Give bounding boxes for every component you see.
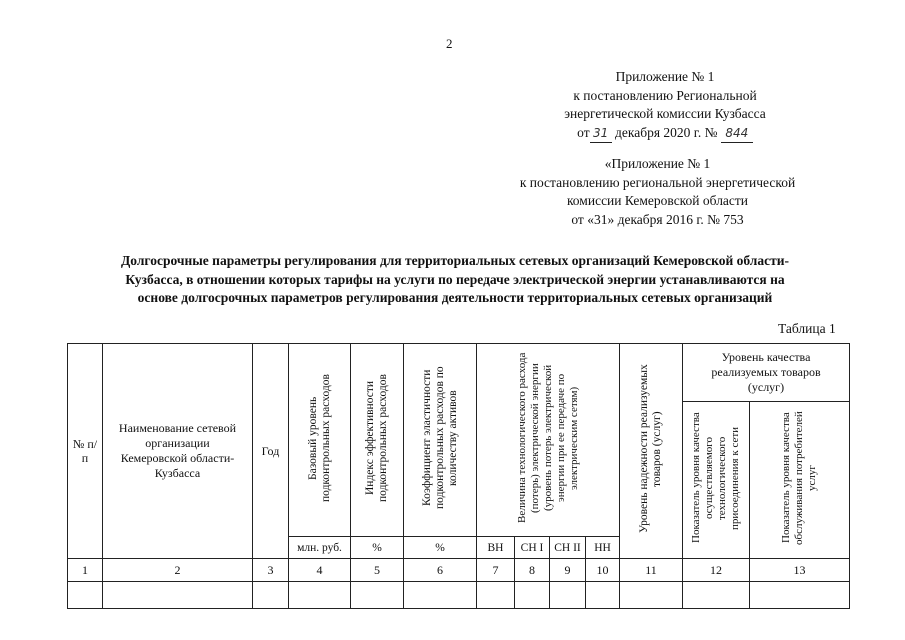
header-num: № п/п [68, 344, 103, 559]
header-quality: Уровень качества реализуемых товаров (услуг) [683, 344, 850, 402]
header-year: Год [253, 344, 289, 559]
header-loss: Величина технологического расхода (потерь) электрической энергии (уровень потерь электрической энергии при ее передаче по электрическим сетям) [477, 344, 620, 537]
column-number: 5 [351, 559, 404, 582]
handwritten-day: 31 [590, 124, 612, 144]
unit-base: млн. руб. [289, 537, 351, 559]
header-org: Наименование сетевой организации Кемеровской области-Кузбасса [103, 344, 253, 559]
date-rest: декабря 2020 г. № [615, 124, 718, 140]
appendix-old-line3: комиссии Кемеровской области [566, 193, 749, 208]
header-quality-connection: Показатель уровня качества осуществляемого технологического присоединения к сети [683, 402, 750, 559]
unit-sn1: СН I [515, 537, 550, 559]
unit-coef: % [404, 537, 477, 559]
unit-sn2: СН II [550, 537, 586, 559]
column-number: 2 [103, 559, 253, 582]
appendix-new-line3: энергетической комиссии Кузбасса [564, 106, 766, 121]
header-index: Индекс эффективности подконтрольных расходов [351, 344, 404, 537]
appendix-old-line4: от «31» декабря 2016 г. № 753 [571, 211, 744, 227]
date-prefix: от [577, 124, 590, 140]
column-number: 10 [586, 559, 620, 582]
column-number: 9 [550, 559, 586, 582]
title-line1: Долгосрочные параметры регулирования для территориальных сетевых организаций Кемеровской области- [121, 253, 789, 268]
appendix-new-date-line [520, 124, 810, 144]
header-coef: Коэффициент эластичности подконтрольных расходов по количеству активов [404, 344, 477, 537]
handwritten-number: 844 [721, 124, 753, 144]
column-number: 1 [68, 559, 103, 582]
table-label: Таблица 1 [778, 321, 836, 336]
column-number: 12 [683, 559, 750, 582]
table-row [68, 582, 850, 609]
appendix-header-old [490, 155, 825, 229]
unit-index: % [351, 537, 404, 559]
header-reliability: Уровень надежности реализуемых товаров (услуг) [620, 344, 683, 559]
page-number: 2 [446, 36, 453, 51]
appendix-new-line1: Приложение № 1 [615, 69, 715, 84]
column-number: 4 [289, 559, 351, 582]
column-number: 3 [253, 559, 289, 582]
appendix-old-line1: «Приложение № 1 [604, 156, 711, 171]
column-number: 7 [477, 559, 515, 582]
appendix-old-line2: к постановлению региональной энергетической [519, 174, 796, 190]
header-quality-service: Показатель уровня качества обслуживания потребителей услуг [750, 402, 850, 559]
appendix-header-new [520, 68, 810, 143]
header-base: Базовый уровень подконтрольных расходов [289, 344, 351, 537]
parameters-table [67, 343, 850, 609]
column-number: 13 [750, 559, 850, 582]
title-line3: основе долгосрочных параметров регулирования деятельности территориальных сетевых организаций [137, 290, 773, 305]
unit-nn: НН [586, 537, 620, 559]
column-number: 11 [620, 559, 683, 582]
unit-vn: ВН [477, 537, 515, 559]
column-number-row [68, 559, 850, 582]
column-number: 6 [404, 559, 477, 582]
document-title [60, 252, 850, 308]
title-line2: Кузбасса, в отношении которых тарифы на услуги по передаче электрической энергии устанавливаются на [125, 271, 785, 287]
appendix-new-line2: к постановлению Региональной [573, 87, 757, 103]
column-number: 8 [515, 559, 550, 582]
